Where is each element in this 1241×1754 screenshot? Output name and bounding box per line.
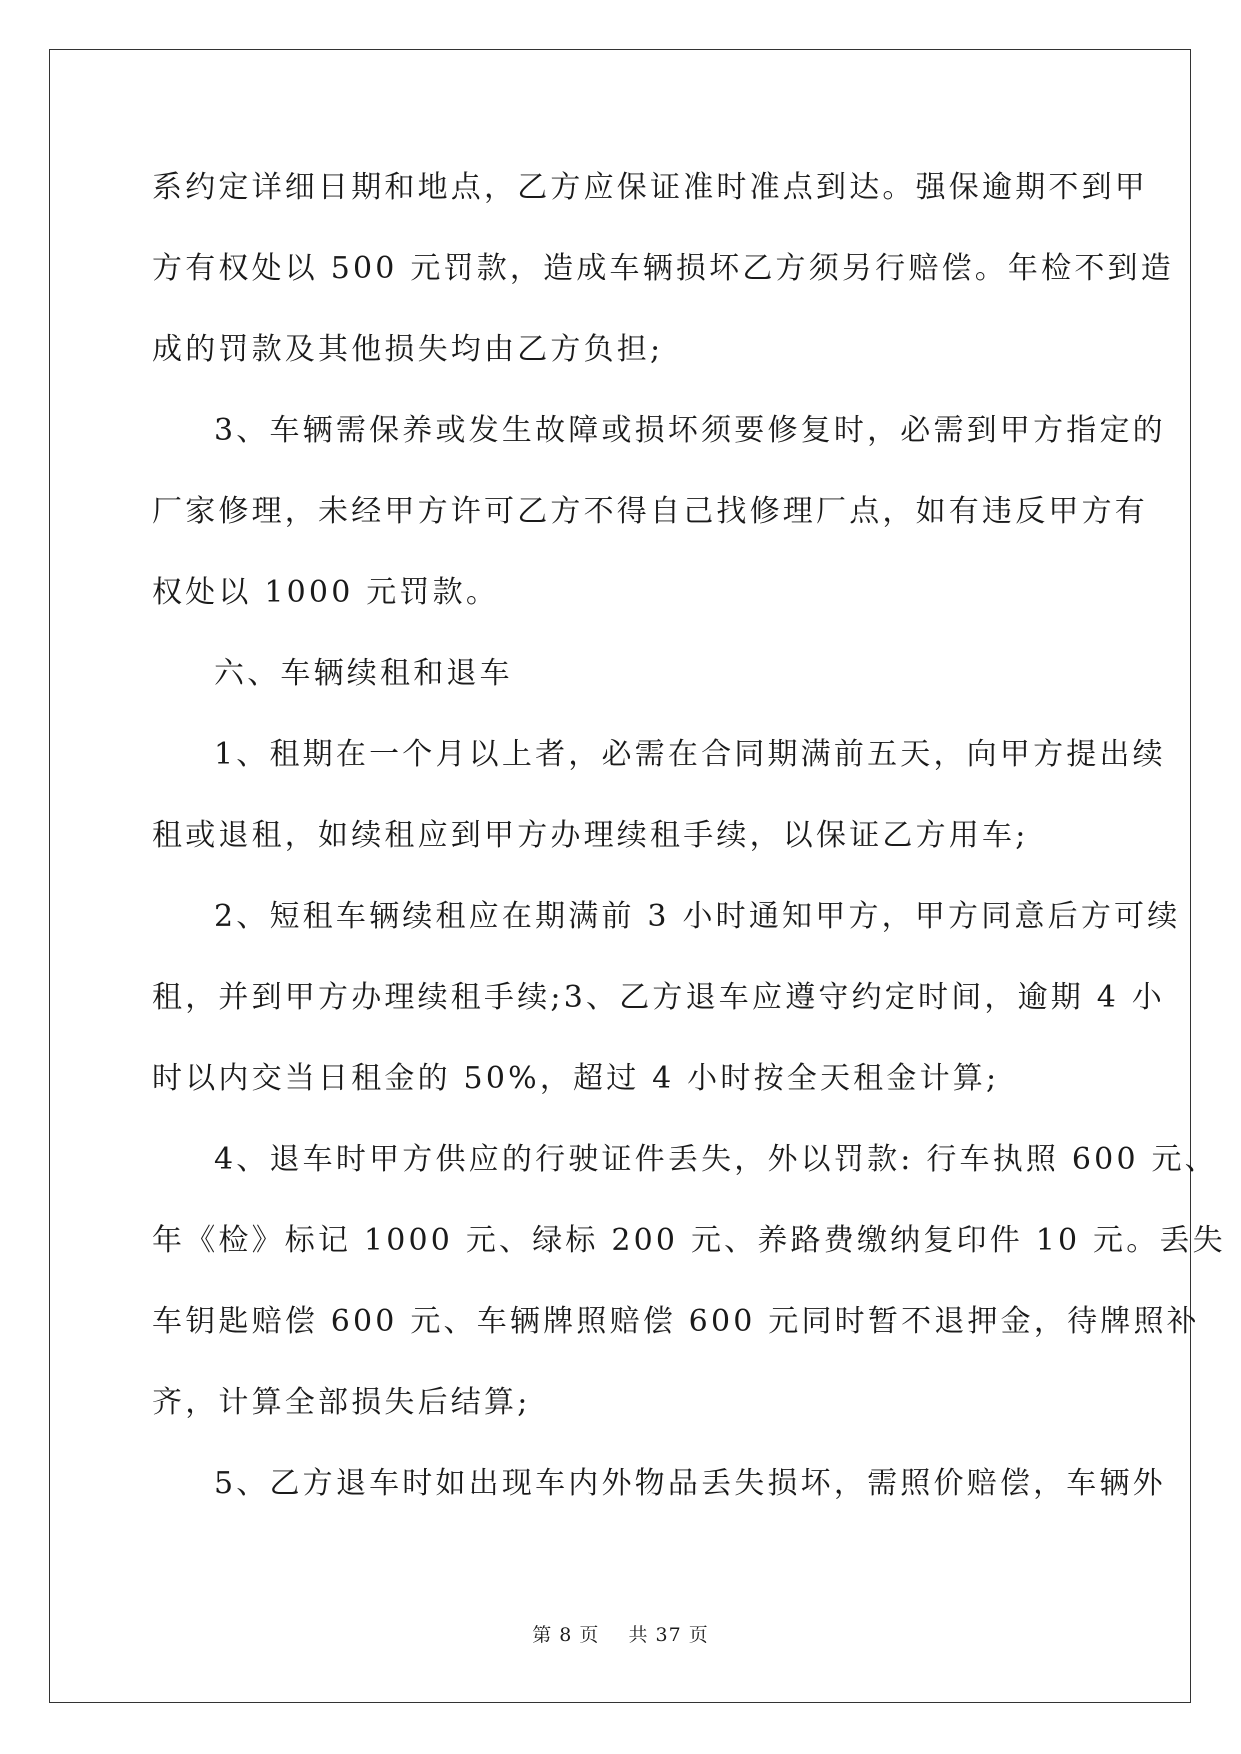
text-line: 齐，计算全部损失后结算; xyxy=(152,1385,531,1420)
section-heading: 六、车辆续租和退车 xyxy=(214,656,513,691)
text-line: 租，并到甲方办理续租手续;3、乙方退车应遵守约定时间，逾期 4 小 xyxy=(152,980,1165,1015)
total-pages: 共 37 页 xyxy=(628,1624,709,1646)
text-line: 厂家修理，未经甲方许可乙方不得自己找修理厂点，如有违反甲方有 xyxy=(152,494,1148,529)
text-line: 车钥匙赔偿 600 元、车辆牌照赔偿 600 元同时暂不退押金，待牌照补 xyxy=(152,1304,1200,1339)
page-footer xyxy=(0,1620,1241,1647)
text-line: 3、车辆需保养或发生故障或损坏须要修复时，必需到甲方指定的 xyxy=(214,413,1166,448)
text-line: 1、租期在一个月以上者，必需在合同期满前五天，向甲方提出续 xyxy=(214,737,1166,772)
text-line: 权处以 1000 元罚款。 xyxy=(152,575,500,610)
page-number: 第 8 页 xyxy=(532,1624,600,1646)
text-line: 租或退租，如续租应到甲方办理续租手续，以保证乙方用车; xyxy=(152,818,1029,853)
text-line: 5、乙方退车时如出现车内外物品丢失损坏，需照价赔偿，车辆外 xyxy=(214,1466,1166,1501)
document-body xyxy=(152,162,1226,1539)
text-line: 4、退车时甲方供应的行驶证件丢失，外以罚款: 行车执照 600 元、 xyxy=(214,1142,1218,1177)
text-line: 成的罚款及其他损失均由乙方负担; xyxy=(152,332,664,367)
text-line: 2、短租车辆续租应在期满前 3 小时通知甲方，甲方同意后方可续 xyxy=(214,899,1181,934)
text-line: 时以内交当日租金的 50%，超过 4 小时按全天租金计算; xyxy=(152,1061,1000,1096)
text-line: 方有权处以 500 元罚款，造成车辆损坏乙方须另行赔偿。年检不到造 xyxy=(152,251,1174,286)
text-line: 年《检》标记 1000 元、绿标 200 元、养路费缴纳复印件 10 元。丢失 xyxy=(152,1223,1226,1258)
text-line: 系约定详细日期和地点，乙方应保证准时准点到达。强保逾期不到甲 xyxy=(152,170,1148,205)
